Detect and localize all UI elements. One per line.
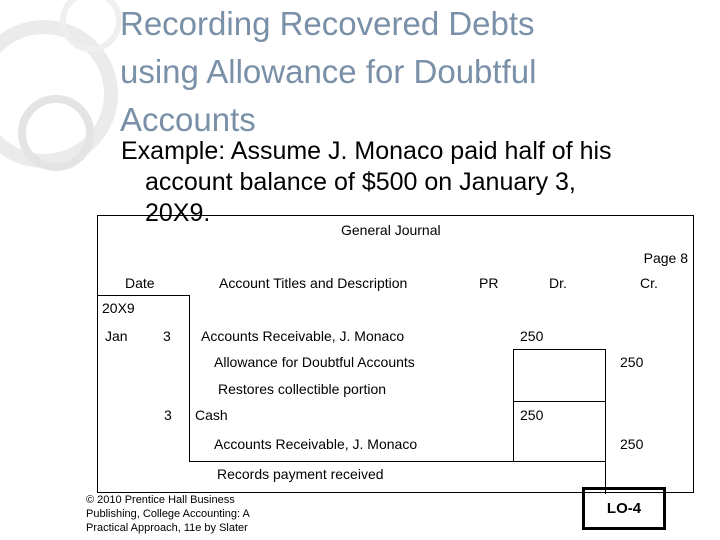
slide-title-line: Accounts	[120, 101, 256, 138]
entry-explanation: Records payment received	[217, 466, 384, 482]
grid-line	[513, 349, 514, 461]
journal-title: General Journal	[341, 222, 441, 238]
header-description: Account Titles and Description	[219, 275, 408, 291]
example-line: Example: Assume J. Monaco paid half of his	[121, 137, 612, 165]
credit-account: Accounts Receivable, J. Monaco	[214, 436, 418, 452]
decorative-ring	[0, 20, 118, 168]
debit-account: Accounts Receivable, J. Monaco	[201, 328, 405, 344]
grid-line	[189, 295, 190, 461]
journal-year: 20X9	[102, 300, 135, 316]
grid-line	[513, 401, 605, 402]
copyright-line: Publishing, College Accounting: A	[86, 508, 250, 520]
entry-day: 3	[164, 407, 172, 423]
header-date: Date	[125, 275, 155, 291]
grid-line	[605, 349, 606, 494]
journal-month: Jan	[105, 328, 128, 344]
grid-line	[189, 461, 605, 462]
copyright-notice	[86, 493, 286, 535]
credit-amount: 250	[620, 354, 644, 370]
copyright-line: Practical Approach, 11e by Slater	[86, 522, 248, 534]
slide-title-line: using Allowance for Doubtful	[120, 53, 537, 90]
entry-explanation: Restores collectible portion	[218, 381, 387, 397]
grid-line	[513, 349, 605, 350]
grid-line	[98, 295, 189, 296]
debit-account: Cash	[195, 407, 228, 423]
debit-amount: 250	[520, 407, 544, 423]
decorative-ring	[60, 0, 122, 52]
slide-title-line: Recording Recovered Debts	[120, 5, 535, 42]
credit-account: Allowance for Doubtful Accounts	[214, 354, 415, 370]
copyright-line: © 2010 Prentice Hall Business	[86, 494, 235, 506]
debit-amount: 250	[520, 328, 544, 344]
decorative-ring	[18, 95, 94, 171]
page-number: Page 8	[643, 250, 688, 266]
header-cr: Cr.	[640, 275, 658, 291]
header-pr: PR	[479, 275, 499, 291]
slide-title	[120, 0, 680, 144]
header-dr: Dr.	[549, 275, 567, 291]
credit-amount: 250	[620, 436, 644, 452]
example-line: 20X9.	[145, 199, 211, 227]
example-line: account balance of $500 on January 3,	[145, 168, 576, 196]
learning-objective-badge: LO-4	[582, 487, 666, 530]
entry-day: 3	[163, 328, 171, 344]
general-journal	[97, 215, 694, 493]
